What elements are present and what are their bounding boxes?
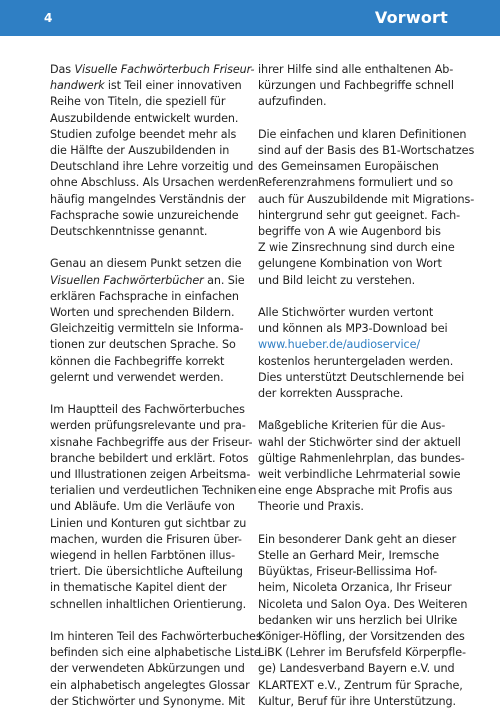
text-line: branche bebildert und erklärt. Fotos xyxy=(50,451,249,465)
text-line: Im Hauptteil des Fachwörterbuches xyxy=(50,403,245,417)
text-line: begriffe von A wie Augenbord bis xyxy=(258,225,441,239)
text-line: ohne Abschluss. Als Ursachen werden xyxy=(50,176,259,190)
text-line: tionen zur deutschen Sprache. So xyxy=(50,338,236,352)
text-line: xisnahe Fachbegriffe aus der Friseur- xyxy=(50,435,253,449)
text-line: befinden sich eine alphabetische Liste xyxy=(50,646,261,660)
text-line: Die einfachen und klaren Definitionen xyxy=(258,127,467,141)
text-line: auch für Auszubildende mit Migrations- xyxy=(258,192,475,206)
text-line xyxy=(50,273,248,289)
text-line: ihrer Hilfe sind alle enthaltenen Ab- xyxy=(258,63,454,76)
text-line: Studien zufolge beendet mehr als xyxy=(50,127,237,141)
left-column xyxy=(50,62,262,710)
paragraph-acknowledgements xyxy=(258,532,468,710)
text-line xyxy=(50,78,248,94)
text-span: Das xyxy=(50,63,75,76)
text-line: Reihe von Titeln, die speziell für xyxy=(50,95,226,109)
audioservice-link[interactable]: www.hueber.de/audioservice/ xyxy=(258,338,421,352)
text-line: Stelle an Gerhard Meir, Iremsche xyxy=(258,549,440,563)
text-line: Fachsprache sowie unzureichende xyxy=(50,208,239,222)
text-span: an. Sie xyxy=(203,273,245,287)
text-line: in thematische Kapitel dient der xyxy=(50,581,227,595)
text-line: und Bild leicht zu verstehen. xyxy=(258,273,416,287)
text-line: Auszubildende entwickelt wurden. xyxy=(50,111,239,125)
text-line xyxy=(50,62,255,78)
text-line: ein alphabetisch angelegtes Glossar xyxy=(50,678,250,692)
text-line: aufzufinden. xyxy=(258,95,327,109)
text-line: Deutschland ihre Lehre vorzeitig und xyxy=(50,160,254,174)
text-line: Ein besonderer Dank geht an dieser xyxy=(258,532,457,546)
text-line: wiegend in hellen Farbtönen illus- xyxy=(50,549,236,563)
text-line: die Hälfte der Auszubildenden in xyxy=(50,144,230,158)
text-line: Genau an diesem Punkt setzen die xyxy=(50,257,242,271)
paragraph-intro xyxy=(50,62,259,240)
text-line: Dies unterstützt Deutschlernende bei xyxy=(258,370,465,384)
text-line: Nicoleta und Salon Oya. Des Weiteren xyxy=(258,597,468,611)
paragraph-appendix xyxy=(50,629,262,710)
text-line: wahl der Stichwörter sind der aktuell xyxy=(258,435,461,449)
text-line: kürzungen und Fachbegriffe schnell xyxy=(258,79,454,93)
text-line: Deutschkenntnisse genannt. xyxy=(50,225,208,239)
text-line: Referenzrahmens formuliert und so xyxy=(258,176,454,190)
text-line: häufig mangelndes Verständnis der xyxy=(50,192,246,206)
text-line: der Stichwörter und Synonyme. Mit xyxy=(50,694,245,708)
text-line: und können als MP3-Download bei xyxy=(258,322,448,336)
text-line: LiBK (Lehrer im Berufsfeld Körperpfle- xyxy=(258,646,466,660)
text-line: eine enge Absprache mit Profis aus xyxy=(258,484,453,498)
text-line: weit verbindliche Lehrmaterial sowie xyxy=(258,468,461,482)
text-line: triert. Die übersichtliche Aufteilung xyxy=(50,565,243,579)
text-line: Z wie Zinsrechnung sind durch eine xyxy=(258,241,455,255)
text-line: und Abläufe. Um die Verläufe von xyxy=(50,500,235,514)
text-line: machen, wurden die Frisuren über- xyxy=(50,532,242,546)
text-line: erklären Fachsprache in einfachen xyxy=(50,289,239,303)
text-line: sind auf der Basis des B1-Wortschatzes xyxy=(258,144,475,157)
text-line: Im hinteren Teil des Fachwörterbuches xyxy=(50,630,262,644)
text-line: Linien und Konturen gut sichtbar zu xyxy=(50,516,247,530)
text-line: Theorie und Praxis. xyxy=(258,500,364,514)
paragraph-audio xyxy=(258,305,465,402)
text-line: schnellen inhaltlichen Orientierung. xyxy=(50,597,247,611)
text-line: Gleichzeitig vermitteln sie Informa- xyxy=(50,322,244,336)
text-line: werden prüfungsrelevante und pra- xyxy=(50,419,246,433)
text-line: gültige Rahmenlehrplan, das bundes- xyxy=(258,451,465,465)
text-line: Maßgebliche Kriterien für die Aus- xyxy=(258,419,446,433)
text-line: gelernt und verwendet werden. xyxy=(50,370,224,384)
text-line: Kultur, Beruf für ihre Unterstützung. xyxy=(258,694,456,708)
right-column xyxy=(258,62,475,710)
text-line: ge) Landesverband Bayern e.V. und xyxy=(258,662,455,676)
text-line: heim, Nicoleta Orzanica, Ihr Friseur xyxy=(258,581,452,595)
series-title-italic: Visuellen Fachwörterbücher xyxy=(50,273,204,287)
text-line: des Gemeinsamen Europäischen xyxy=(258,160,439,174)
paragraph-definitions xyxy=(258,127,475,289)
chapter-title: Vorwort xyxy=(374,8,448,27)
text-line: hintergrund sehr gut geeignet. Fach- xyxy=(258,208,461,222)
text-line: und Illustrationen zeigen Arbeitsma- xyxy=(50,468,251,482)
paragraph-criteria xyxy=(258,418,465,515)
header-bar xyxy=(0,0,500,36)
text-line: terialien und verdeutlichen Techniken xyxy=(50,484,257,498)
text-line: kostenlos heruntergeladen werden. xyxy=(258,354,454,368)
text-line: Königer-Höfling, der Vorsitzenden des xyxy=(258,630,465,644)
text-line: der verwendeten Abkürzungen und xyxy=(50,662,245,676)
text-line: bedanken wir uns herzlich bei Ulrike xyxy=(258,613,458,627)
text-span: ist Teil einer innovativen xyxy=(104,79,242,93)
text-line: KLARTEXT e.V., Zentrum für Sprache, xyxy=(258,678,463,692)
paragraph-main-part xyxy=(50,402,257,613)
text-line: Alle Stichwörter wurden vertont xyxy=(258,306,434,320)
text-line: der korrekten Aussprache. xyxy=(258,387,404,401)
book-title-italic: Visuelle Fachwörterbuch Friseur- xyxy=(74,63,255,76)
page-number: 4 xyxy=(44,11,53,25)
paragraph-appendix-continued xyxy=(258,62,454,111)
paragraph-purpose xyxy=(50,256,248,386)
book-title-italic: handwerk xyxy=(50,79,105,93)
text-line: gelungene Kombination von Wort xyxy=(258,257,442,271)
text-line: können die Fachbegriffe korrekt xyxy=(50,354,225,368)
text-line: Büyüktas, Friseur-Bellissima Hof- xyxy=(258,565,438,579)
text-line: Worten und sprechenden Bildern. xyxy=(50,306,235,320)
